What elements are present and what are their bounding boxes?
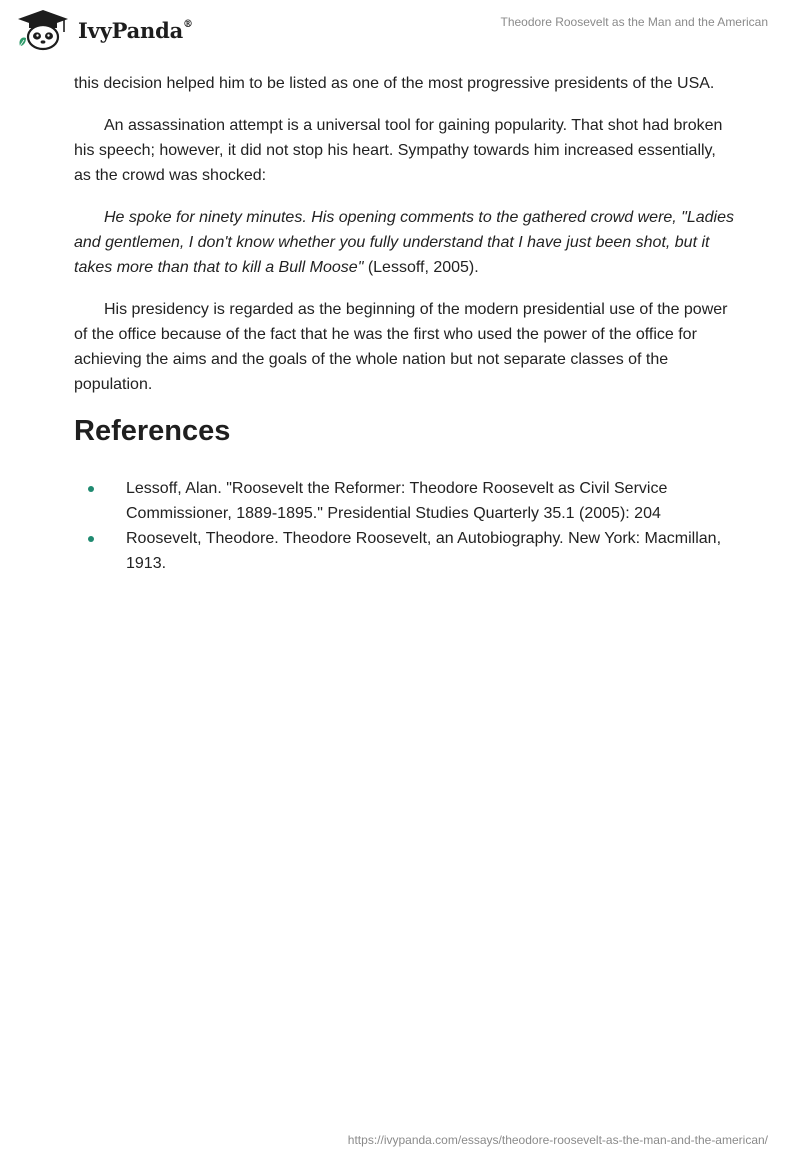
reference-item [74, 526, 734, 576]
panda-graduate-icon [14, 8, 72, 52]
quote-citation: (Lessoff, 2005). [363, 259, 479, 276]
reference-item [74, 476, 734, 526]
reference-text: Roosevelt, Theodore. Theodore Roosevelt, an Autobiography. New York: Macmillan, 1913. [126, 530, 722, 572]
quote-text: He spoke for ninety minutes. His opening comments to the gathered crowd were, "Ladies and gentlemen, I don't know whether you fully understand that I have just been shot, but it takes more than that to kill a Bull Moose" [74, 209, 735, 276]
running-title: Theodore Roosevelt as the Man and the American [500, 15, 768, 29]
logo-wordmark: IvyPanda® [78, 17, 193, 43]
references-list [74, 476, 734, 576]
page-header [0, 0, 800, 64]
references-heading: References [74, 415, 231, 447]
reference-text: Lessoff, Alan. "Roosevelt the Reformer: Theodore Roosevelt as Civil Service Commissioner, 1889-1895." Presidential Studies Quarterly 35.1 (2005): 204 [126, 480, 668, 522]
registered-mark: ® [183, 18, 193, 30]
paragraph-continuation: this decision helped him to be listed as one of the most progressive presidents of the USA. [74, 75, 715, 92]
paragraph-assassination: An assassination attempt is a universal tool for gaining popularity. That shot had broken his speech; however, it did not stop his heart. Sympathy towards him increased essentially, as the crowd was shocked: [74, 117, 723, 184]
paragraph-presidency: His presidency is regarded as the beginning of the modern presidential use of the power of the office because of the fact that he was the first who used the power of the office for achieving the aims and the goals of the whole nation but not separate classes of the population. [74, 301, 728, 393]
block-quote [74, 205, 734, 280]
ivypanda-logo[interactable] [14, 8, 193, 52]
essay-content [74, 71, 734, 576]
source-url[interactable]: https://ivypanda.com/essays/theodore-roosevelt-as-the-man-and-the-american/ [347, 1133, 768, 1147]
bullet-icon [88, 536, 94, 542]
bullet-icon [88, 486, 94, 492]
